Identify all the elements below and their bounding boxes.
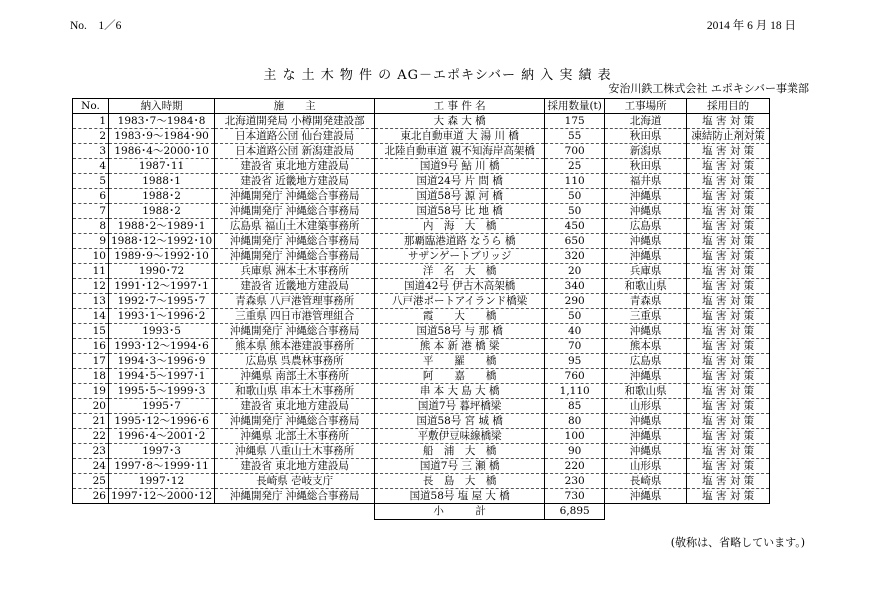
row-delivery-period: 1997･12～2000･12	[109, 489, 215, 504]
row-client: 沖縄開発庁 沖縄総合事務局	[215, 189, 375, 204]
row-client: 沖縄県 北部土木事務所	[215, 429, 375, 444]
row-location: 沖縄県	[605, 429, 687, 444]
row-quantity: 730	[545, 489, 605, 504]
row-project-name: 東北自動車道 大 湯 川 橋	[375, 129, 545, 144]
row-delivery-period: 1990･72	[109, 264, 215, 279]
row-location: 山形県	[605, 399, 687, 414]
row-quantity: 25	[545, 159, 605, 174]
row-client: 熊本県 熊本港建設事務所	[215, 339, 375, 354]
row-project-name: 国道58号 源 河 橋	[375, 189, 545, 204]
row-delivery-period: 1997･8～1999･11	[109, 459, 215, 474]
row-quantity: 20	[545, 264, 605, 279]
row-purpose: 塩 害 対 策	[687, 114, 770, 129]
row-client: 広島県 呉農林事務所	[215, 354, 375, 369]
header-location: 工事場所	[605, 99, 687, 114]
row-quantity: 95	[545, 354, 605, 369]
row-purpose: 塩 害 対 策	[687, 309, 770, 324]
row-no: 4	[73, 159, 109, 174]
row-purpose: 塩 害 対 策	[687, 339, 770, 354]
row-client: 三重県 四日市港管理組合	[215, 309, 375, 324]
subtotal-spacer-right	[605, 504, 770, 520]
row-no: 26	[73, 489, 109, 504]
table-row	[73, 144, 770, 159]
row-quantity: 340	[545, 279, 605, 294]
table-row	[73, 204, 770, 219]
row-client: 沖縄開発庁 沖縄総合事務局	[215, 234, 375, 249]
row-quantity: 230	[545, 474, 605, 489]
row-no: 15	[73, 324, 109, 339]
row-client: 建設省 近畿地方建設局	[215, 279, 375, 294]
table-row	[73, 129, 770, 144]
row-project-name: 国道58号 宮 城 橋	[375, 414, 545, 429]
row-client: 沖縄開発庁 沖縄総合事務局	[215, 489, 375, 504]
row-purpose: 塩 害 対 策	[687, 219, 770, 234]
header-delivery-period: 納入時期	[109, 99, 215, 114]
row-delivery-period: 1993･5	[109, 324, 215, 339]
row-client: 青森県 八戸港管理事務所	[215, 294, 375, 309]
table-row	[73, 489, 770, 504]
row-project-name: 国道7号 三 瀬 橋	[375, 459, 545, 474]
row-quantity: 760	[545, 369, 605, 384]
row-project-name: 八戸港ポートアイランド橋梁	[375, 294, 545, 309]
row-quantity: 650	[545, 234, 605, 249]
row-client: 日本道路公団 新潟建設局	[215, 144, 375, 159]
row-quantity: 70	[545, 339, 605, 354]
row-client: 長崎県 壱岐支庁	[215, 474, 375, 489]
table-row	[73, 249, 770, 264]
row-purpose: 塩 害 対 策	[687, 444, 770, 459]
row-client: 兵庫県 洲本土木事務所	[215, 264, 375, 279]
row-client: 建設省 東北地方建設局	[215, 399, 375, 414]
table-row	[73, 399, 770, 414]
row-client: 沖縄開発庁 沖縄総合事務局	[215, 204, 375, 219]
row-no: 23	[73, 444, 109, 459]
row-no: 7	[73, 204, 109, 219]
row-purpose: 塩 害 対 策	[687, 144, 770, 159]
row-project-name: サザンゲートブリッジ	[375, 249, 545, 264]
row-purpose: 塩 害 対 策	[687, 279, 770, 294]
row-no: 17	[73, 354, 109, 369]
row-purpose: 塩 害 対 策	[687, 159, 770, 174]
row-location: 秋田県	[605, 159, 687, 174]
row-no: 24	[73, 459, 109, 474]
row-client: 建設省 東北地方建設局	[215, 159, 375, 174]
table-row	[73, 234, 770, 249]
row-location: 青森県	[605, 294, 687, 309]
row-no: 13	[73, 294, 109, 309]
table-row	[73, 159, 770, 174]
table-row	[73, 384, 770, 399]
row-purpose: 凍結防止剤対策	[687, 129, 770, 144]
row-quantity: 85	[545, 399, 605, 414]
row-quantity: 320	[545, 249, 605, 264]
row-location: 北海道	[605, 114, 687, 129]
row-project-name: 国道24号 片 問 橋	[375, 174, 545, 189]
row-quantity: 175	[545, 114, 605, 129]
row-no: 1	[73, 114, 109, 129]
row-quantity: 50	[545, 204, 605, 219]
subtotal-spacer	[73, 504, 375, 520]
row-purpose: 塩 害 対 策	[687, 294, 770, 309]
row-no: 19	[73, 384, 109, 399]
row-project-name: 国道42号 伊古木高架橋	[375, 279, 545, 294]
row-project-name: 国道58号 与 那 橋	[375, 324, 545, 339]
row-quantity: 450	[545, 219, 605, 234]
row-location: 和歌山県	[605, 384, 687, 399]
page-number: No. 1／6	[70, 20, 122, 32]
row-client: 沖縄開発庁 沖縄総合事務局	[215, 249, 375, 264]
row-quantity: 40	[545, 324, 605, 339]
table-row	[73, 324, 770, 339]
table-row	[73, 264, 770, 279]
row-location: 沖縄県	[605, 444, 687, 459]
row-location: 沖縄県	[605, 249, 687, 264]
row-purpose: 塩 害 対 策	[687, 369, 770, 384]
document-title: 主 な 土 木 物 件 の AG－エポキシバー 納 入 実 績 表	[263, 68, 612, 83]
row-delivery-period: 1988･2	[109, 189, 215, 204]
row-quantity: 55	[545, 129, 605, 144]
row-quantity: 50	[545, 309, 605, 324]
row-quantity: 290	[545, 294, 605, 309]
row-quantity: 50	[545, 189, 605, 204]
row-client: 建設省 近畿地方建設局	[215, 174, 375, 189]
row-client: 沖縄県 八重山土木事務所	[215, 444, 375, 459]
table-row	[73, 414, 770, 429]
company-name: 安治川鉄工株式会社 エポキシバー事業部	[608, 82, 809, 95]
subtotal-row	[73, 504, 770, 520]
row-location: 沖縄県	[605, 369, 687, 384]
row-delivery-period: 1996･4～2001･2	[109, 429, 215, 444]
row-delivery-period: 1988･12～1992･10	[109, 234, 215, 249]
row-project-name: 大 森 大 橋	[375, 114, 545, 129]
subtotal-value: 6,895	[545, 504, 605, 520]
table-row	[73, 279, 770, 294]
row-location: 熊本県	[605, 339, 687, 354]
row-location: 沖縄県	[605, 204, 687, 219]
row-quantity: 220	[545, 459, 605, 474]
table-header-row	[73, 99, 770, 114]
row-delivery-period: 1992･7～1995･7	[109, 294, 215, 309]
row-purpose: 塩 害 対 策	[687, 189, 770, 204]
row-delivery-period: 1994･3～1996･9	[109, 354, 215, 369]
row-project-name: 国道58号 塩 屋 大 橋	[375, 489, 545, 504]
row-project-name: 串 本 大 島 大 橋	[375, 384, 545, 399]
row-location: 山形県	[605, 459, 687, 474]
row-no: 20	[73, 399, 109, 414]
row-delivery-period: 1988･1	[109, 174, 215, 189]
row-purpose: 塩 害 対 策	[687, 459, 770, 474]
table-row	[73, 309, 770, 324]
row-client: 北海道開発局 小樽開発建設部	[215, 114, 375, 129]
row-no: 2	[73, 129, 109, 144]
footnote: (敬称は、省略しています。)	[670, 536, 805, 549]
row-delivery-period: 1995･12～1996･6	[109, 414, 215, 429]
row-no: 10	[73, 249, 109, 264]
row-delivery-period: 1993･12～1994･6	[109, 339, 215, 354]
row-purpose: 塩 害 対 策	[687, 414, 770, 429]
row-location: 三重県	[605, 309, 687, 324]
row-no: 16	[73, 339, 109, 354]
table-row	[73, 294, 770, 309]
row-delivery-period: 1997･12	[109, 474, 215, 489]
row-quantity: 1,110	[545, 384, 605, 399]
row-purpose: 塩 害 対 策	[687, 384, 770, 399]
row-project-name: 阿 嘉 橋	[375, 369, 545, 384]
row-purpose: 塩 害 対 策	[687, 429, 770, 444]
row-delivery-period: 1991･12～1997･1	[109, 279, 215, 294]
row-project-name: 平 羅 橋	[375, 354, 545, 369]
row-project-name: 那覇臨港道路 なうら 橋	[375, 234, 545, 249]
row-no: 14	[73, 309, 109, 324]
row-project-name: 長 島 大 橋	[375, 474, 545, 489]
table-row	[73, 429, 770, 444]
table-row	[73, 444, 770, 459]
table-row	[73, 474, 770, 489]
row-location: 沖縄県	[605, 189, 687, 204]
row-location: 兵庫県	[605, 264, 687, 279]
row-client: 建設省 東北地方建設局	[215, 459, 375, 474]
row-client: 広島県 福山土木建築事務所	[215, 219, 375, 234]
header-client: 施 主	[215, 99, 375, 114]
table-row	[73, 189, 770, 204]
row-delivery-period: 1994･5～1997･1	[109, 369, 215, 384]
row-delivery-period: 1995･7	[109, 399, 215, 414]
row-delivery-period: 1995･5～1999･3	[109, 384, 215, 399]
row-location: 沖縄県	[605, 414, 687, 429]
delivery-records-table	[72, 98, 770, 520]
row-project-name: 洋 名 大 橋	[375, 264, 545, 279]
table-row	[73, 219, 770, 234]
row-no: 11	[73, 264, 109, 279]
row-purpose: 塩 害 対 策	[687, 324, 770, 339]
row-delivery-period: 1983･9～1984･90	[109, 129, 215, 144]
row-location: 沖縄県	[605, 324, 687, 339]
table-row	[73, 339, 770, 354]
header-no: No.	[73, 99, 109, 114]
row-purpose: 塩 害 対 策	[687, 354, 770, 369]
row-client: 和歌山県 串本土木事務所	[215, 384, 375, 399]
row-no: 8	[73, 219, 109, 234]
header-purpose: 採用目的	[687, 99, 770, 114]
row-purpose: 塩 害 対 策	[687, 489, 770, 504]
row-location: 福井県	[605, 174, 687, 189]
row-delivery-period: 1989･9～1992･10	[109, 249, 215, 264]
row-purpose: 塩 害 対 策	[687, 474, 770, 489]
row-client: 日本道路公団 仙台建設局	[215, 129, 375, 144]
row-no: 18	[73, 369, 109, 384]
table-row	[73, 114, 770, 129]
row-client: 沖縄開発庁 沖縄総合事務局	[215, 324, 375, 339]
row-location: 秋田県	[605, 129, 687, 144]
row-no: 21	[73, 414, 109, 429]
row-client: 沖縄県 南部土木事務所	[215, 369, 375, 384]
row-no: 22	[73, 429, 109, 444]
row-location: 沖縄県	[605, 234, 687, 249]
table-row	[73, 354, 770, 369]
row-delivery-period: 1988･2～1989･1	[109, 219, 215, 234]
row-project-name: 国道7号 暮坪橋梁	[375, 399, 545, 414]
row-location: 新潟県	[605, 144, 687, 159]
subtotal-label: 小 計	[375, 504, 545, 520]
row-location: 和歌山県	[605, 279, 687, 294]
row-location: 長崎県	[605, 474, 687, 489]
row-no: 25	[73, 474, 109, 489]
row-delivery-period: 1997･3	[109, 444, 215, 459]
row-no: 5	[73, 174, 109, 189]
header-quantity: 採用数量(t)	[545, 99, 605, 114]
row-no: 9	[73, 234, 109, 249]
row-purpose: 塩 害 対 策	[687, 264, 770, 279]
row-quantity: 90	[545, 444, 605, 459]
row-no: 6	[73, 189, 109, 204]
document-date: 2014 年 6 月 18 日	[706, 20, 796, 32]
row-client: 沖縄開発庁 沖縄総合事務局	[215, 414, 375, 429]
row-purpose: 塩 害 対 策	[687, 234, 770, 249]
row-project-name: 平敷伊豆味線橋梁	[375, 429, 545, 444]
row-quantity: 700	[545, 144, 605, 159]
row-project-name: 内 海 大 橋	[375, 219, 545, 234]
row-project-name: 北陸自動車道 親不知海岸高架橋	[375, 144, 545, 159]
row-quantity: 100	[545, 429, 605, 444]
table-row	[73, 369, 770, 384]
row-location: 広島県	[605, 354, 687, 369]
row-delivery-period: 1983･7～1984･8	[109, 114, 215, 129]
row-location: 沖縄県	[605, 489, 687, 504]
row-project-name: 霞 大 橋	[375, 309, 545, 324]
row-no: 12	[73, 279, 109, 294]
row-no: 3	[73, 144, 109, 159]
row-project-name: 国道9号 鮎 川 橋	[375, 159, 545, 174]
row-quantity: 80	[545, 414, 605, 429]
header-project-name: 工 事 件 名	[375, 99, 545, 114]
row-purpose: 塩 害 対 策	[687, 174, 770, 189]
row-delivery-period: 1988･2	[109, 204, 215, 219]
table-row	[73, 459, 770, 474]
row-project-name: 熊 本 新 港 橋 梁	[375, 339, 545, 354]
row-delivery-period: 1993･1～1996･2	[109, 309, 215, 324]
row-project-name: 船 浦 大 橋	[375, 444, 545, 459]
row-purpose: 塩 害 対 策	[687, 249, 770, 264]
row-purpose: 塩 害 対 策	[687, 399, 770, 414]
row-delivery-period: 1986･4～2000･10	[109, 144, 215, 159]
row-location: 広島県	[605, 219, 687, 234]
row-delivery-period: 1987･11	[109, 159, 215, 174]
row-purpose: 塩 害 対 策	[687, 204, 770, 219]
table-row	[73, 174, 770, 189]
row-project-name: 国道58号 比 地 橋	[375, 204, 545, 219]
row-quantity: 110	[545, 174, 605, 189]
